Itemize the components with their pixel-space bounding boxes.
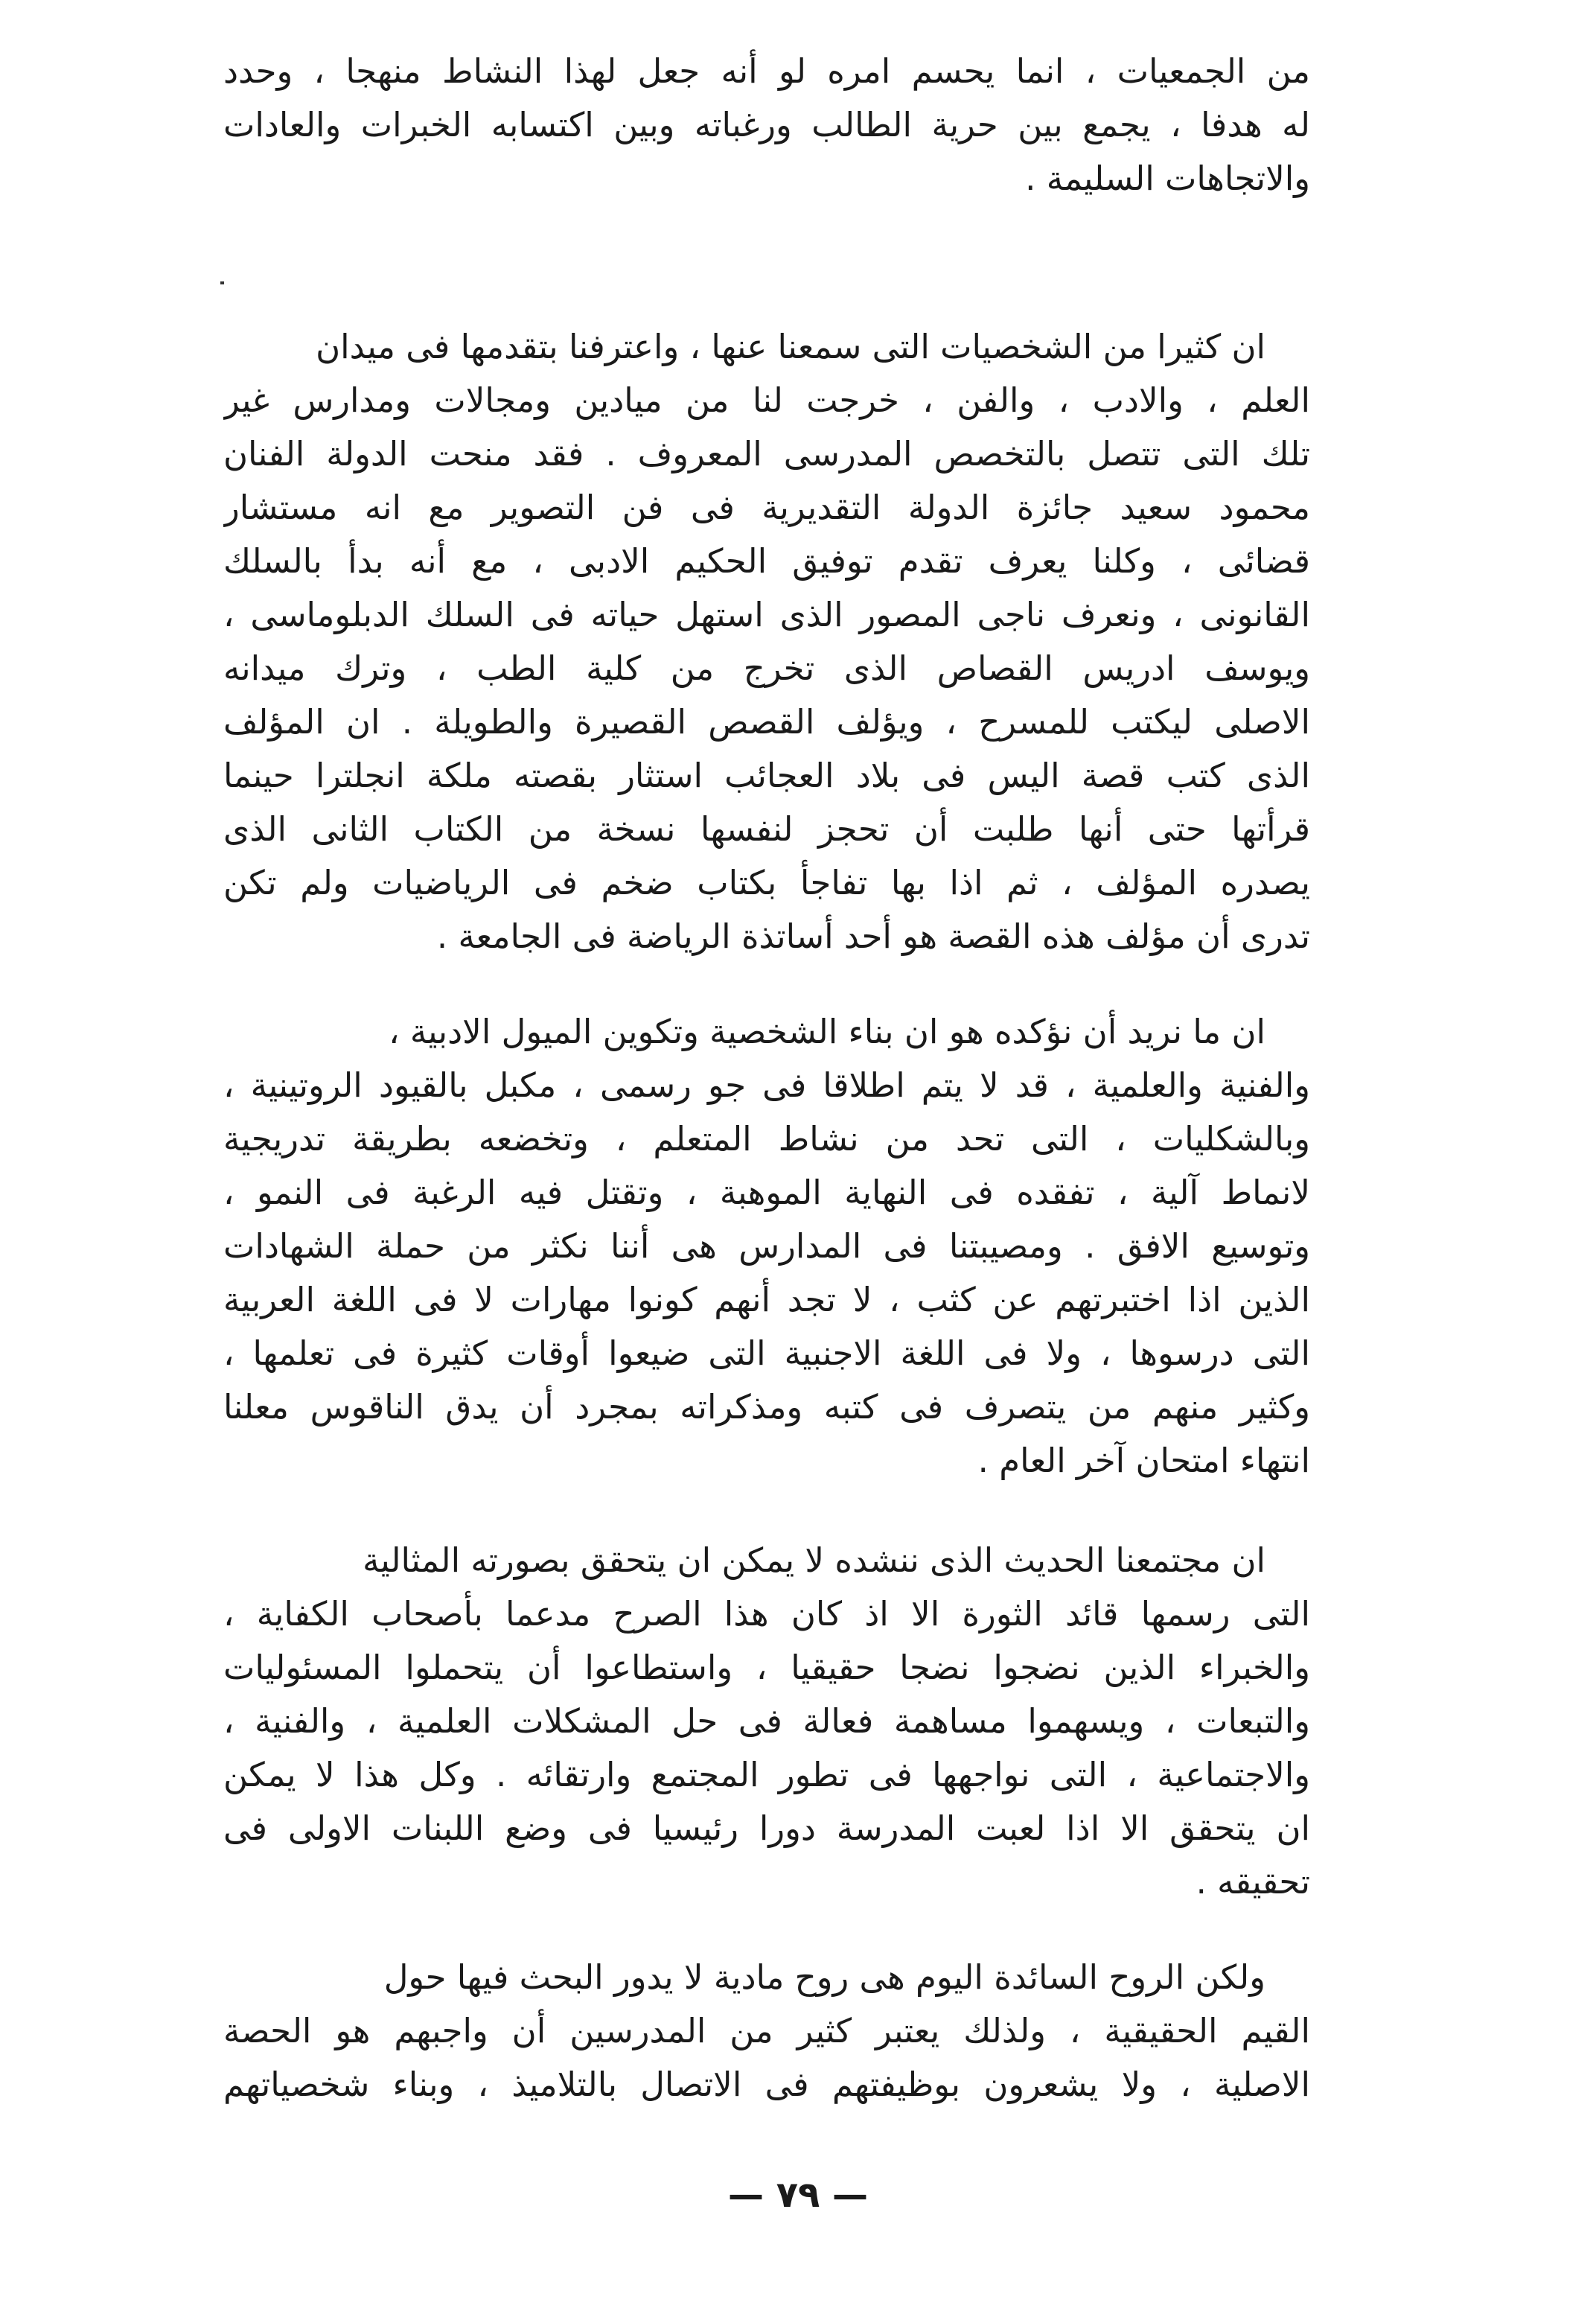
text-line: انتهاء امتحان آخر العام . [977, 1441, 1310, 1480]
text-line: التى درسوها ، ولا فى اللغة الاجنبية التى ضيعوا أوقات كثيرة فى تعلمها ، [223, 1333, 1310, 1373]
text-line: والاجتماعية ، التى نواجهها فى تطور المجتمع وارتقائه . وكل هذا لا يمكن [223, 1755, 1310, 1794]
text-line: ولكن الروح السائدة اليوم هى روح مادية لا يدور البحث فيها حول [383, 1957, 1265, 1997]
text-line: يصدره المؤلف ، ثم اذا بها تفاجأ بكتاب ضخم فى الرياضيات ولم تكن [223, 863, 1310, 902]
text-line: القانونى ، ونعرف ناجى المصور الذى استهل حياته فى السلك الدبلوماسى ، [223, 595, 1310, 634]
text-line: لانماط آلية ، تفقده فى النهاية الموهبة ، وتقتل فيه الرغبة فى النمو ، [223, 1173, 1310, 1212]
text-line: ان ما نريد أن نؤكده هو ان بناء الشخصية وتكوين الميول الادبية ، [389, 1012, 1265, 1051]
text-line: وكثير منهم من يتصرف فى كتبه ومذكراته بمجرد أن يدق الناقوس معلنا [223, 1387, 1310, 1427]
text-line: الاصلى ليكتب للمسرح ، ويؤلف القصص القصيرة والطويلة . ان المؤلف [223, 702, 1310, 742]
text-line: وبالشكليات ، التى تحد من نشاط المتعلم ، وتخضعه بطريقة تدريجية [223, 1119, 1310, 1159]
text-line: ويوسف ادريس القصاص الذى تخرج من كلية الطب ، وترك ميدانه [223, 648, 1310, 688]
text-line: تلك التى تتصل بالتخصص المدرسى المعروف . فقد منحت الدولة الفنان [223, 434, 1310, 474]
paragraph-3 [223, 1005, 1310, 1488]
page-number: — ٧٩ — [727, 2174, 869, 2216]
text-line: ان كثيرا من الشخصيات التى سمعنا عنها ، واعترفنا بتقدمها فى ميدان [316, 327, 1265, 366]
text-line: قرأتها حتى أنها طلبت أن تحجز لنفسها نسخة من الكتاب الثانى الذى [223, 809, 1310, 849]
text-line: قضائى ، وكلنا يعرف تقدم توفيق الحكيم الادبى ، مع أنه بدأ بالسلك [223, 541, 1310, 581]
paragraph-2 [223, 320, 1310, 963]
text-line: الاصلية ، ولا يشعرون بوظيفتهم فى الاتصال بالتلاميذ ، وبناء شخصياتهم [223, 2065, 1310, 2104]
paragraph-5 [223, 1951, 1310, 2112]
text-line: والفنية والعلمية ، قد لا يتم اطلاقا فى جو رسمى ، مكبل بالقيود الروتينية ، [223, 1065, 1310, 1105]
text-line: والتبعات ، ويسهموا مساهمة فعالة فى حل المشكلات العلمية ، والفنية ، [223, 1701, 1310, 1741]
text-line: تحقيقه . [1196, 1862, 1310, 1902]
text-line: التى رسمها قائد الثورة الا اذ كان هذا الصرح مدعما بأصحاب الكفاية ، [223, 1594, 1310, 1634]
text-line: الذين اذا اختبرتهم عن كثب ، لا تجد أنهم كونوا مهارات لا فى اللغة العربية [223, 1280, 1310, 1319]
text-line: وتوسيع الافق . ومصيبتنا فى المدارس هى أننا نكثر من حملة الشهادات [223, 1226, 1310, 1266]
scan-speck [220, 281, 224, 284]
paragraph-1 [223, 45, 1310, 205]
text-line: ان يتحقق الا اذا لعبت المدرسة دورا رئيسيا فى وضع اللبنات الاولى فى [223, 1808, 1310, 1848]
paragraph-4 [223, 1534, 1310, 1909]
text-line: من الجمعيات ، انما يحسم امره لو أنه جعل لهذا النشاط منهجا ، وحدد [223, 51, 1310, 91]
text-line: محمود سعيد جائزة الدولة التقديرية فى فن التصوير مع انه مستشار [223, 488, 1310, 527]
text-line: تدرى أن مؤلف هذه القصة هو أحد أساتذة الرياضة فى الجامعة . [436, 917, 1310, 956]
text-line: العلم ، والادب ، والفن ، خرجت لنا من ميادين ومجالات ومدارس غير [223, 380, 1310, 420]
text-line: الذى كتب قصة اليس فى بلاد العجائب استثار بقصته ملكة انجلترا حينما [223, 756, 1310, 795]
text-line: له هدفا ، يجمع بين حرية الطالب ورغباته وبين اكتسابه الخبرات والعادات [223, 105, 1310, 144]
text-line: والاتجاهات السليمة . [1025, 159, 1310, 198]
text-line: القيم الحقيقية ، ولذلك يعتبر كثير من المدرسين أن واجبهم هو الحصة [223, 2011, 1310, 2050]
text-line: ان مجتمعنا الحديث الذى ننشده لا يمكن ان يتحقق بصورته المثالية [363, 1540, 1265, 1580]
text-line: والخبراء الذين نضجوا نضجا حقيقيا ، واستطاعوا أن يتحملوا المسئوليات [223, 1648, 1310, 1687]
